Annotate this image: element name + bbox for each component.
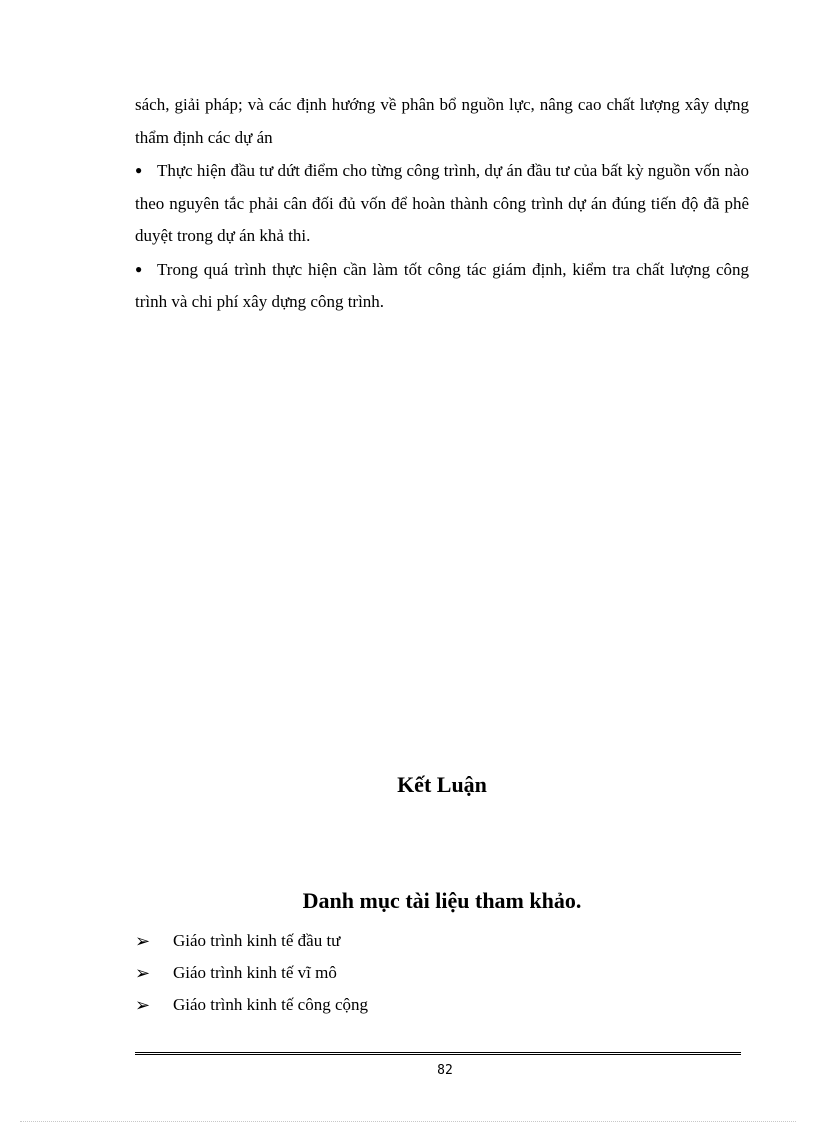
bullet-text: Thực hiện đầu tư dứt điểm cho từng công trình, dự án đầu tư của bất kỳ nguồn vốn nào theo nguyên tắc phải cân đối đủ vốn để hoàn thành công trình dự án đúng tiến độ đã phê duyệt trong dự án khả thi. [135,161,749,245]
page-number: 82 [437,1063,453,1078]
reference-text: Giáo trình kinh tế đầu tư [173,931,341,950]
reference-text: Giáo trình kinh tế vĩ mô [173,963,337,982]
conclusion-heading: Kết Luận [397,772,487,797]
list-item [135,957,735,989]
list-item [135,989,735,1021]
bullet-icon: ● [135,163,143,177]
continuation-paragraph: sách, giải pháp; và các định hướng về phân bổ nguồn lực, nâng cao chất lượng xây dựng thẩm định các dự án [135,95,749,147]
body-text [135,89,749,319]
arrow-bullet-icon: ➢ [135,963,151,983]
reference-text: Giáo trình kinh tế công cộng [173,995,368,1014]
bullet-paragraph-2 [135,253,749,319]
bullet-icon: ● [135,261,143,276]
references-list [135,925,735,1021]
footer-divider [135,1052,741,1055]
arrow-bullet-icon: ➢ [135,931,151,951]
bullet-paragraph-1 [135,154,749,253]
bullet-text: Trong quá trình thực hiện cần làm tốt công tác giám định, kiểm tra chất lượng công trình và chi phí xây dựng công trình. [135,259,749,311]
list-item [135,925,735,957]
page-bottom-border [20,1121,796,1122]
arrow-bullet-icon: ➢ [135,995,151,1015]
references-heading: Danh mục tài liệu tham khảo. [302,888,582,913]
